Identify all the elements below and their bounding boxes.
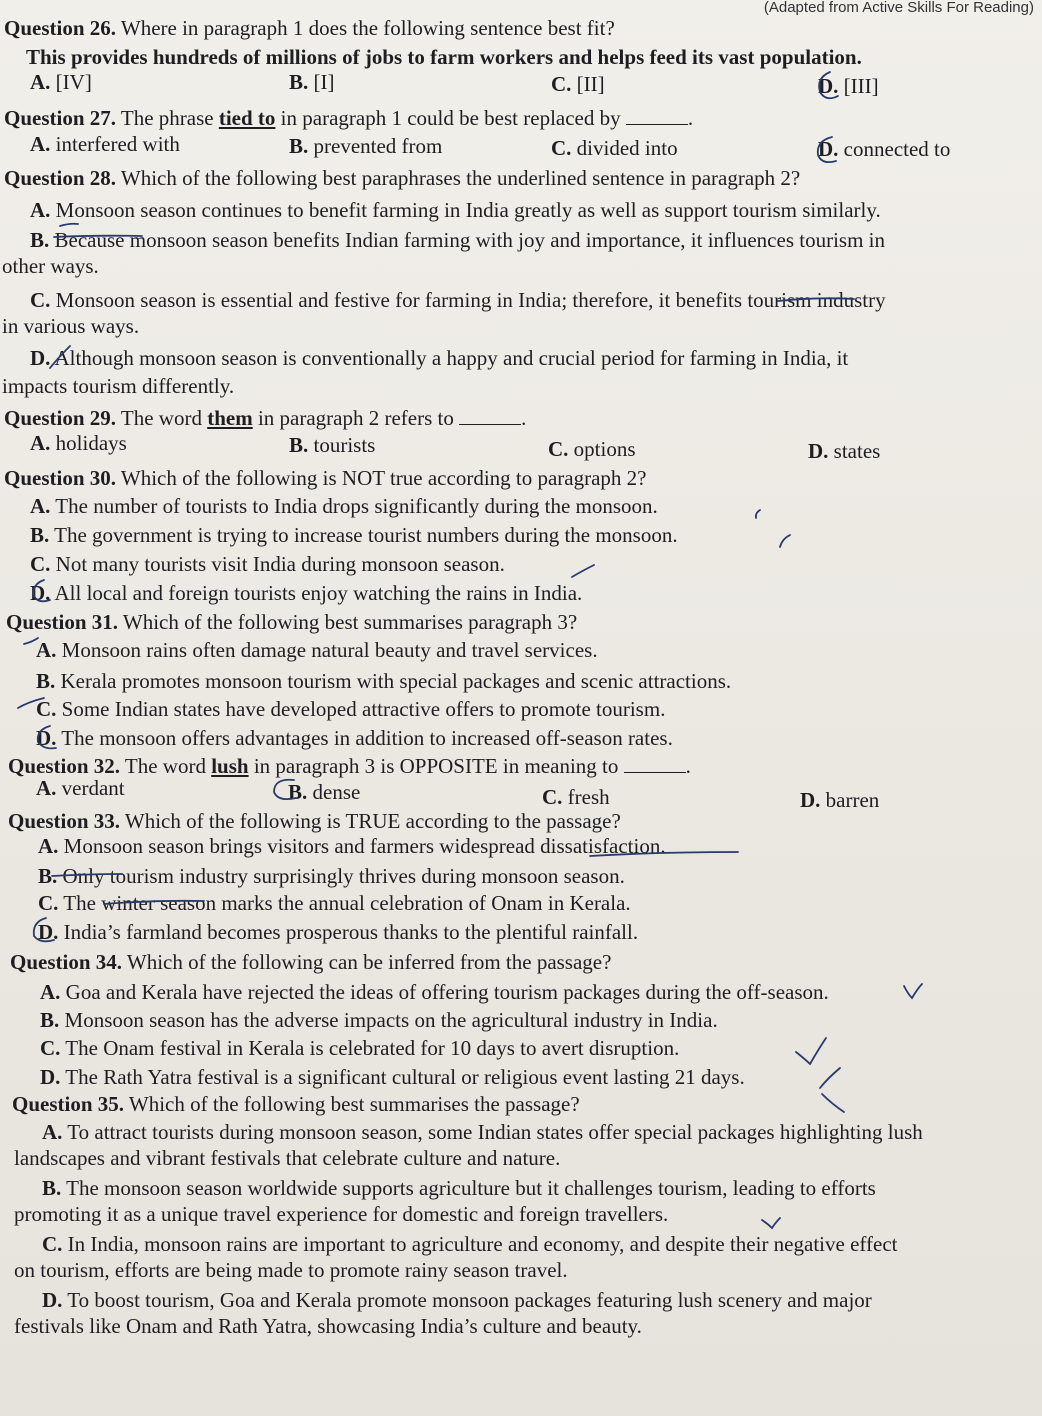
option-text: The monsoon offers advantages in addition to increased off-season rates. xyxy=(56,726,673,750)
option-text: Monsoon season is essential and festive for farming in India; therefore, it benefits tourism industry xyxy=(50,288,886,312)
option-text: options xyxy=(568,437,636,461)
q30-a-tick-mark xyxy=(756,510,760,518)
question-32: Question 32. The word lush in paragraph 3 is OPPOSITE in meaning to . xyxy=(8,754,691,778)
question-32-word: lush xyxy=(211,754,249,778)
q28-option-d-continued: impacts tourism differently. xyxy=(2,374,235,398)
option-label: D. xyxy=(30,346,51,370)
question-34-text: Which of the following can be inferred from the passage? xyxy=(122,950,612,974)
option-label: A. xyxy=(36,638,57,662)
option-text: Goa and Kerala have rejected the ideas of offering tourism packages during the off-season. xyxy=(60,980,829,1004)
option-text: [II] xyxy=(571,72,605,96)
option-text: The government is trying to increase tourist numbers during the monsoon. xyxy=(49,523,678,547)
option-text: Although monsoon season is conventionally a happy and crucial period for farming in India, it xyxy=(50,346,849,370)
q35-b-tick-mark xyxy=(762,1218,780,1228)
option-label: B. xyxy=(42,1176,62,1200)
option-label: B. xyxy=(289,134,309,158)
option-label: D. xyxy=(808,439,829,463)
q35-option-b-continued: promoting it as a unique travel experience for domestic and foreign travellers. xyxy=(14,1202,669,1226)
option-label: A. xyxy=(30,198,51,222)
question-26-text: Where in paragraph 1 does the following sentence best fit? xyxy=(116,16,615,40)
option-text: Monsoon season continues to benefit farming in India greatly as well as support tourism similarly. xyxy=(50,198,881,222)
question-32-text-after: in paragraph 3 is OPPOSITE in meaning to xyxy=(248,754,619,778)
q31-d-circle-mark xyxy=(38,726,56,748)
q33-a-strike-mark xyxy=(590,852,738,856)
option-text: The Onam festival in Kerala is celebrated for 10 days to avert disruption. xyxy=(60,1036,680,1060)
option-label: B. xyxy=(36,669,56,693)
option-label: A. xyxy=(30,494,51,518)
option-text: All local and foreign tourists enjoy watching the rains in India. xyxy=(50,581,583,605)
option-text: states xyxy=(828,439,881,463)
option-label: A. xyxy=(30,132,51,156)
question-27-title: Question 27. xyxy=(4,106,117,130)
option-text: divided into xyxy=(571,136,678,160)
option-label: C. xyxy=(551,72,572,96)
option-label: C. xyxy=(38,891,59,915)
q28-d-slash-mark xyxy=(50,346,70,368)
question-26-title: Question 26. xyxy=(4,16,117,40)
q31-c-arrow-mark xyxy=(18,698,44,708)
option-label: A. xyxy=(36,776,57,800)
option-label: C. xyxy=(30,288,51,312)
q35-option-c-continued: on tourism, efforts are being made to promote rainy season travel. xyxy=(14,1258,568,1282)
option-text: [III] xyxy=(838,74,879,98)
option-text: Because monsoon season benefits Indian farming with joy and importance, it influences tourism in xyxy=(49,228,885,252)
question-27-text-after: in paragraph 1 could be best replaced by xyxy=(275,106,621,130)
option-label: A. xyxy=(40,980,61,1004)
option-text: verdant xyxy=(56,776,125,800)
q28-option-c-continued: in various ways. xyxy=(2,314,140,338)
option-label: A. xyxy=(30,70,51,94)
q34-c-tick-mark xyxy=(796,1038,826,1064)
option-text: To boost tourism, Goa and Kerala promote monsoon packages featuring lush scenery and major xyxy=(62,1288,872,1312)
option-text: holidays xyxy=(50,431,127,455)
option-label: D. xyxy=(800,788,821,812)
option-label: B. xyxy=(289,433,309,457)
question-35-text: Which of the following best summarises the passage? xyxy=(124,1092,580,1116)
option-text: [I] xyxy=(308,70,335,94)
option-text: The Rath Yatra festival is a significant cultural or religious event lasting 21 days. xyxy=(60,1065,745,1089)
option-label: B. xyxy=(38,864,58,888)
option-text: [IV] xyxy=(50,70,92,94)
option-label: B. xyxy=(30,523,50,547)
option-text: Not many tourists visit India during monsoon season. xyxy=(50,552,505,576)
q30-b-tick-mark xyxy=(780,535,790,547)
option-label: D. xyxy=(30,581,51,605)
option-label: C. xyxy=(36,697,57,721)
question-29-word: them xyxy=(207,406,253,430)
option-label: B. xyxy=(288,780,308,804)
q28-b-strike-mark xyxy=(54,236,142,237)
question-31-title: Question 31. xyxy=(6,610,119,634)
option-text: dense xyxy=(307,780,361,804)
question-26-sentence: This provides hundreds of millions of jobs to farm workers and helps feed its vast population. xyxy=(26,45,862,69)
question-28-title: Question 28. xyxy=(4,166,117,190)
option-text: To attract tourists during monsoon season, some Indian states offer special packages highlighting lush xyxy=(62,1120,923,1144)
question-29: Question 29. The word them in paragraph 2 refers to . xyxy=(4,406,527,430)
option-text: tourists xyxy=(308,433,376,457)
option-text: The number of tourists to India drops significantly during the monsoon. xyxy=(50,494,658,518)
option-label: C. xyxy=(40,1036,61,1060)
option-text: connected to xyxy=(838,137,951,161)
option-label: A. xyxy=(30,431,51,455)
question-30-text: Which of the following is NOT true according to paragraph 2? xyxy=(116,466,647,490)
option-label: B. xyxy=(30,228,50,252)
question-32-text-before: The word xyxy=(120,754,212,778)
question-33-title: Question 33. xyxy=(8,809,121,833)
option-text: The winter season marks the annual celebration of Onam in Kerala. xyxy=(58,891,631,915)
option-label: C. xyxy=(42,1232,63,1256)
question-27-text-before: The phrase xyxy=(116,106,219,130)
option-text: barren xyxy=(820,788,880,812)
q35-option-a-continued: landscapes and vibrant festivals that celebrate culture and nature. xyxy=(14,1146,561,1170)
q32-b-circle-mark xyxy=(274,780,296,799)
option-text: Monsoon rains often damage natural beauty and travel services. xyxy=(56,638,598,662)
q28-c-strike-mark xyxy=(778,298,854,301)
option-label: C. xyxy=(30,552,51,576)
q26-answer-circle-mark xyxy=(819,72,838,98)
question-33-text: Which of the following is TRUE according to the passage? xyxy=(120,809,621,833)
option-label: A. xyxy=(38,834,59,858)
q28-option-b-continued: other ways. xyxy=(2,254,99,278)
q27-answer-circle-mark xyxy=(818,137,839,162)
option-label: D. xyxy=(818,137,839,161)
q34-a-tick-mark xyxy=(904,984,922,998)
option-text: Monsoon season brings visitors and farmers widespread dissatisfaction. xyxy=(58,834,666,858)
question-28-text: Which of the following best paraphrases the underlined sentence in paragraph 2? xyxy=(116,166,801,190)
source-note: (Adapted from Active Skills For Reading) xyxy=(763,0,1034,16)
q28-b-tick-mark xyxy=(60,224,78,226)
q34-d-x-mark xyxy=(820,1068,844,1112)
question-27: Question 27. The phrase tied to in paragraph 1 could be best replaced by . xyxy=(4,106,694,130)
question-27-phrase: tied to xyxy=(218,106,276,130)
option-label: B. xyxy=(40,1008,60,1032)
option-label: A. xyxy=(42,1120,63,1144)
q31-a-arrow-mark xyxy=(24,638,38,644)
question-35-title: Question 35. xyxy=(12,1092,125,1116)
q30-d-circle-mark xyxy=(34,580,50,601)
option-text: Monsoon season has the adverse impacts on the agricultural industry in India. xyxy=(59,1008,718,1032)
q30-c-tick-mark xyxy=(572,565,594,577)
question-32-title: Question 32. xyxy=(8,754,121,778)
option-label: D. xyxy=(818,74,839,98)
question-29-text-after: in paragraph 2 refers to xyxy=(252,406,454,430)
option-label: C. xyxy=(542,785,563,809)
option-label: D. xyxy=(38,920,59,944)
question-34-title: Question 34. xyxy=(10,950,123,974)
option-label: B. xyxy=(289,70,309,94)
question-29-text-before: The word xyxy=(116,406,208,430)
option-label: C. xyxy=(548,437,569,461)
option-text: India’s farmland becomes prosperous thanks to the plentiful rainfall. xyxy=(58,920,639,944)
option-text: The monsoon season worldwide supports agriculture but it challenges tourism, leading to efforts xyxy=(61,1176,876,1200)
option-label: D. xyxy=(36,726,57,750)
q33-d-circle-mark xyxy=(34,918,54,941)
option-text: interfered with xyxy=(50,132,180,156)
option-text: Only tourism industry surprisingly thrives during monsoon season. xyxy=(57,864,625,888)
option-text: fresh xyxy=(562,785,610,809)
q35-option-d-continued: festivals like Onam and Rath Yatra, showcasing India’s culture and beauty. xyxy=(14,1314,642,1338)
question-30-title: Question 30. xyxy=(4,466,117,490)
q33-b-strike-mark xyxy=(52,874,122,876)
question-29-title: Question 29. xyxy=(4,406,117,430)
option-text: Kerala promotes monsoon tourism with special packages and scenic attractions. xyxy=(55,669,732,693)
question-31-text: Which of the following best summarises paragraph 3? xyxy=(118,610,578,634)
option-text: prevented from xyxy=(308,134,443,158)
option-label: D. xyxy=(42,1288,63,1312)
option-text: In India, monsoon rains are important to agriculture and economy, and despite their negative effect xyxy=(62,1232,898,1256)
option-label: D. xyxy=(40,1065,61,1089)
option-text: Some Indian states have developed attractive offers to promote tourism. xyxy=(56,697,666,721)
option-label: C. xyxy=(551,136,572,160)
q33-c-strike-mark xyxy=(104,901,204,904)
